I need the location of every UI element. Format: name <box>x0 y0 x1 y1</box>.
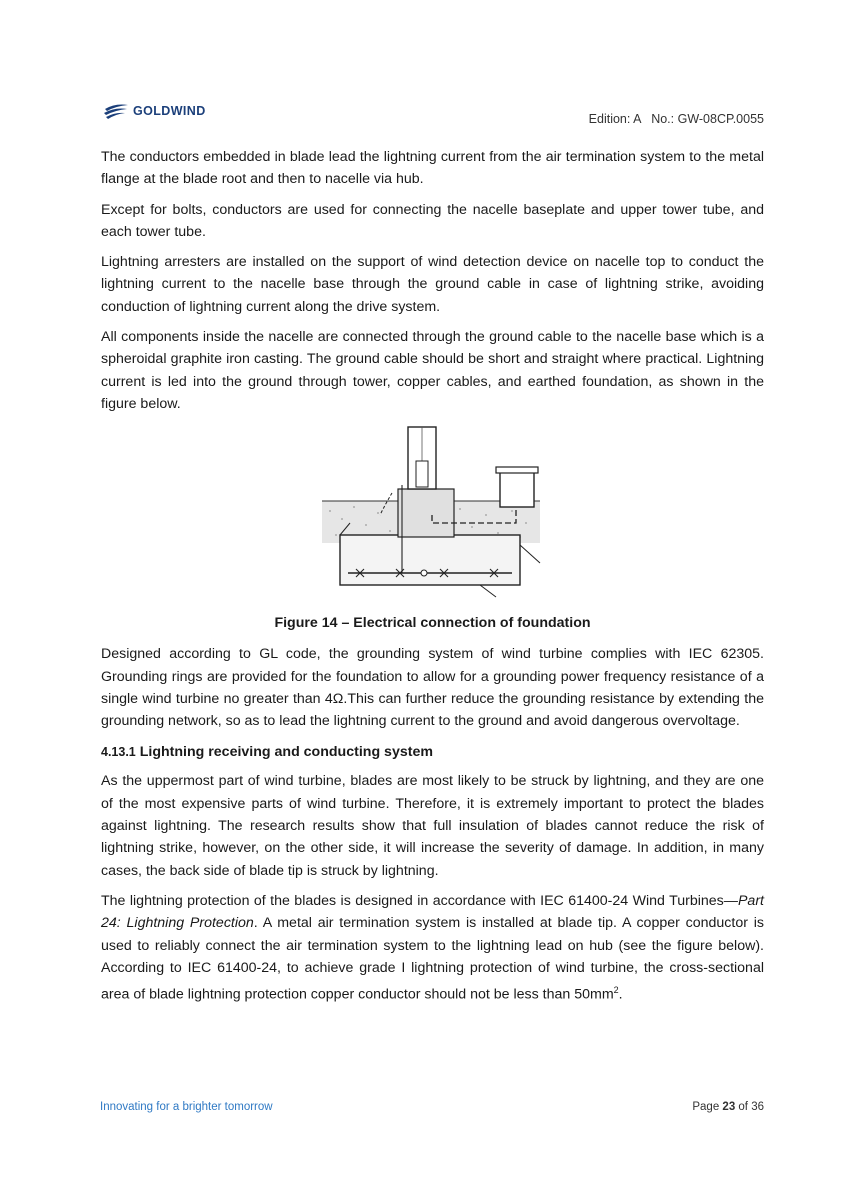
paragraph: All components inside the nacelle are connected through the ground cable to the nacelle base which is a spheroidal graphite iron casting. The ground cable should be short and straight where practical. Lightning current is led into the ground through tower, copper cables, and earthed foundation, as shown in the figure below. <box>101 329 764 412</box>
logo-text: GOLDWIND <box>133 104 206 118</box>
paragraph-text: The lightning protection of the blades is designed in accordance with IEC 61400-24 Wind Turbines— <box>101 892 738 909</box>
paragraph-text: . A metal air termination system is installed at blade tip. A copper conductor is used to reliably connect the air termination system to the lightning lead on hub (see the figure below). According to IEC 61400-24, to achieve grade I lightning protection of wind turbine, the cross-sectional area of blade lightning protection copper conductor should not be less than 50mm <box>101 915 764 1003</box>
paragraph: Lightning arresters are installed on the support of wind detection device on nacelle top to conduct the lightning current to the nacelle base through the ground cable in case of lightning strike, avoiding conduction of lightning current along the drive system. <box>101 254 764 315</box>
company-logo <box>103 103 206 119</box>
section-heading <box>101 744 764 760</box>
paragraph: The conductors embedded in blade lead the lightning current from the air termination system to the metal flange at the blade root and then to nacelle via hub. <box>101 149 764 188</box>
page-content <box>101 146 764 1014</box>
page-label: Page <box>692 1101 723 1113</box>
paragraph: Except for bolts, conductors are used for connecting the nacelle baseplate and upper tower tube, and each tower tube. <box>101 201 764 240</box>
page-total: 36 <box>751 1101 764 1113</box>
paragraph-text: . <box>618 986 623 1003</box>
page-of-label: of <box>735 1101 752 1113</box>
section-number: 4.13.1 <box>101 745 136 760</box>
paragraph: As the uppermost part of wind turbine, blades are most likely to be struck by lightning, and they are one of the most expensive parts of wind turbine. Therefore, it is extremely important to protect the blades against lightning. The research results show that full insulation of blades cannot reduce the risk of lightning strike, however, on the other side, it will increase the severity of damage. In addition, in many cases, the back side of blade tip is struck by lightning. <box>101 773 764 879</box>
goldwind-logo-icon <box>103 103 129 119</box>
figure-caption: Figure 14 – Electrical connection of foundation <box>274 615 591 632</box>
standard-title: Part 24: Lightning Protection <box>101 892 764 932</box>
edition-number: Edition: A No.: GW-08CP.0055 <box>588 112 764 126</box>
foundation-diagram <box>320 423 542 599</box>
page-current: 23 <box>722 1101 736 1113</box>
paragraph <box>101 890 764 1006</box>
paragraph: Designed according to GL code, the grounding system of wind turbine complies with IEC 62305. Grounding rings are provided for the foundation to allow for a grounding power frequency resistance of a single wind turbine no greater than 4Ω.This can further reduce the grounding resistance by extending the grounding network, so as to lead the lightning current to the ground and avoid dangerous overvoltage. <box>101 646 764 730</box>
section-title: Lightning receiving and conducting system <box>139 744 433 761</box>
superscript: 2 <box>613 985 619 996</box>
page-number <box>692 1101 764 1113</box>
foundation-figure <box>101 423 764 601</box>
footer-slogan: Innovating for a brighter tomorrow <box>100 1101 273 1113</box>
